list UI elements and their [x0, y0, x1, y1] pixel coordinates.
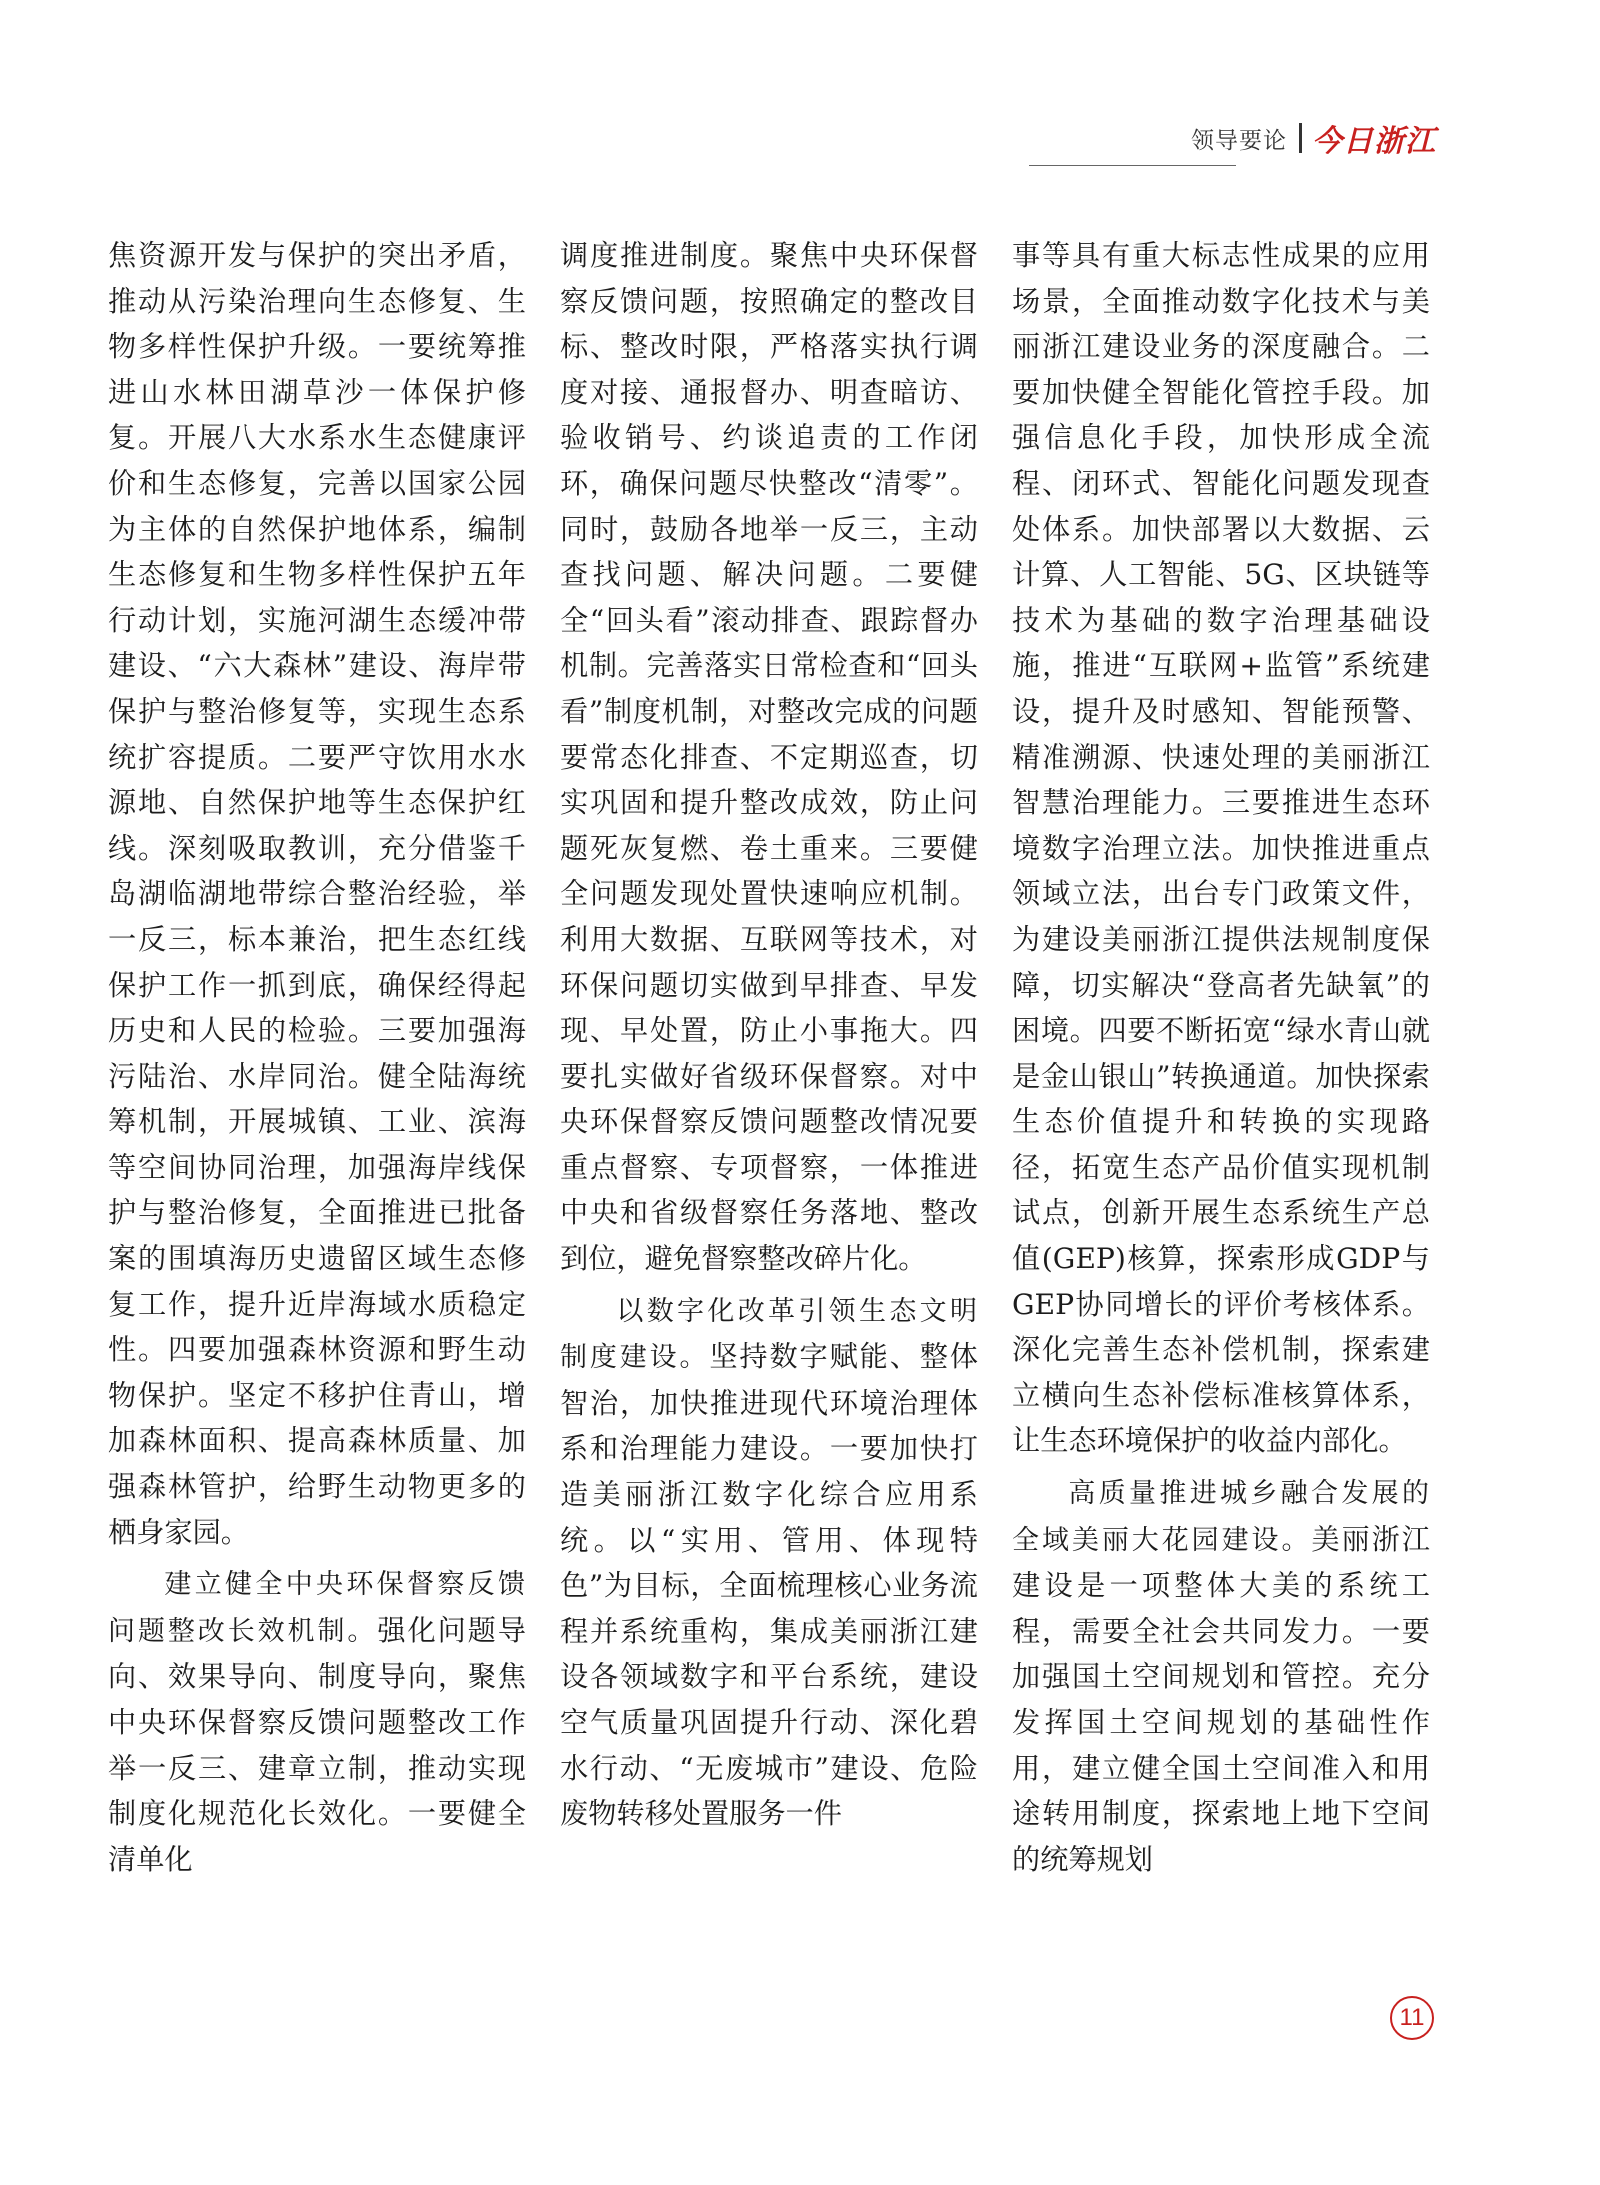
page-number: 11 — [1390, 1996, 1434, 2040]
header-rule — [1029, 165, 1236, 166]
paragraph-body: 坚持数字赋能、整体智治，加快推进现代环境治理体系和治理能力建设。一要加快打造美丽浙江数字化综合应用系统。以“实用、管用、体现特色”为目标，全面梳理核心业务流程并系统重构，集成美丽浙江建设各领域数字和平台系统，建设空气质量巩固提升行动、深化碧水行动、“无废城市”建设、危险废物转移处置服务一件 — [560, 1340, 978, 1831]
paragraph-body: 强化问题导向、效果导向、制度导向，聚焦中央环保督察反馈问题整改工作举一反三、建章立制，推动实现制度化规范化长效化。一要健全清单化 — [108, 1613, 526, 1876]
paragraph — [1012, 1470, 1430, 1882]
paragraph — [108, 1561, 526, 1882]
column-2 — [560, 233, 978, 1837]
paragraph: 调度推进制度。聚焦中央环保督察反馈问题，按照确定的整改目标、整改时限，严格落实执行调度对接、通报督办、明查暗访、验收销号、约谈追责的工作闭环，确保问题尽快整改“清零”。同时，鼓励各地举一反三，主动查找问题、解决问题。二要健全“回头看”滚动排查、跟踪督办机制。完善落实日常检查和“回头看”制度机制，对整改完成的问题要常态化排查、不定期巡查，切实巩固和提升整改成效，防止问题死灰复燃、卷土重来。三要健全问题发现处置快速响应机制。利用大数据、互联网等技术，对环保问题切实做到早排查、早发现、早处置，防止小事拖大。四要扎实做好省级环保督察。对中央环保督察反馈问题整改情况要重点督察、专项督察，一体推进中央和省级督察任务落地、整改到位，避免督察整改碎片化。 — [560, 239, 978, 1276]
section-title: 领导要论 — [1191, 127, 1287, 154]
column-3 — [1012, 233, 1430, 1882]
paragraph: 焦资源开发与保护的突出矛盾，推动从污染治理向生态修复、生物多样性保护升级。一要统筹推进山水林田湖草沙一体保护修复。开展八大水系水生态健康评价和生态修复，完善以国家公园为主体的自然保护地体系，编制生态修复和生物多样性保护五年行动计划，实施河湖生态缓冲带建设、“六大森林”建设、海岸带保护与整治修复等，实现生态系统扩容提质。二要严守饮用水水源地、自然保护地等生态保护红线。深刻吸取教训，充分借鉴千岛湖临湖地带综合整治经验，举一反三，标本兼治，把生态红线保护工作一抓到底，确保经得起历史和人民的检验。三要加强海污陆治、水岸同治。健全陆海统筹机制，开展城镇、工业、滨海等空间协同治理，加强海岸线保护与整治修复，全面推进已批备案的围填海历史遗留区域生态修复工作，提升近岸海域水质稳定性。四要加强森林资源和野生动物保护。坚定不移护住青山，增加森林面积、提高森林质量、加强森林管护，给野生动物更多的栖身家园。 — [108, 239, 526, 1549]
column-1 — [108, 233, 526, 1882]
paragraph: 事等具有重大标志性成果的应用场景，全面推动数字化技术与美丽浙江建设业务的深度融合。二要加快健全智能化管控手段。加强信息化手段，加快形成全流程、闭环式、智能化问题发现查处体系。加快部署以大数据、云计算、人工智能、5G、区块链等技术为基础的数字治理基础设施，推进“互联网+监管”系统建设，提升及时感知、智能预警、精准溯源、快速处理的美丽浙江智慧治理能力。三要推进生态环境数字治理立法。加快推进重点领域立法，出台专门政策文件，为建设美丽浙江提供法规制度保障，切实解决“登高者先缺氧”的困境。四要不断拓宽“绿水青山就是金山银山”转换通道。加快探索生态价值提升和转换的实现路径，拓宽生态产品价值实现机制试点，创新开展生态系统生产总值(GEP)核算，探索形成GDP与GEP协同增长的评价考核体系。深化完善生态补偿机制，探索建立横向生态补偿标准核算体系，让生态环境保护的收益内部化。 — [1012, 239, 1430, 1458]
magazine-logo: 今日浙江 — [1312, 124, 1436, 159]
paragraph-lead: 建立健全中央环保督察反馈问题整改长效机制。 — [108, 1569, 526, 1647]
paragraph-lead: 高质量推进城乡融合发展的全域美丽大花园建设。 — [1012, 1478, 1430, 1556]
paragraph — [560, 1288, 978, 1837]
page-header — [1191, 116, 1436, 160]
paragraph-body: 美丽浙江建设是一项整体大美的系统工程，需要全社会共同发力。一要加强国土空间规划和管控。充分发挥国土空间规划的基础性作用，建立健全国土空间准入和用途转用制度，探索地上地下空间的统筹规划 — [1012, 1522, 1430, 1876]
paragraph-lead: 以数字化改革引领生态文明制度建设。 — [560, 1295, 978, 1374]
header-divider — [1299, 123, 1302, 153]
